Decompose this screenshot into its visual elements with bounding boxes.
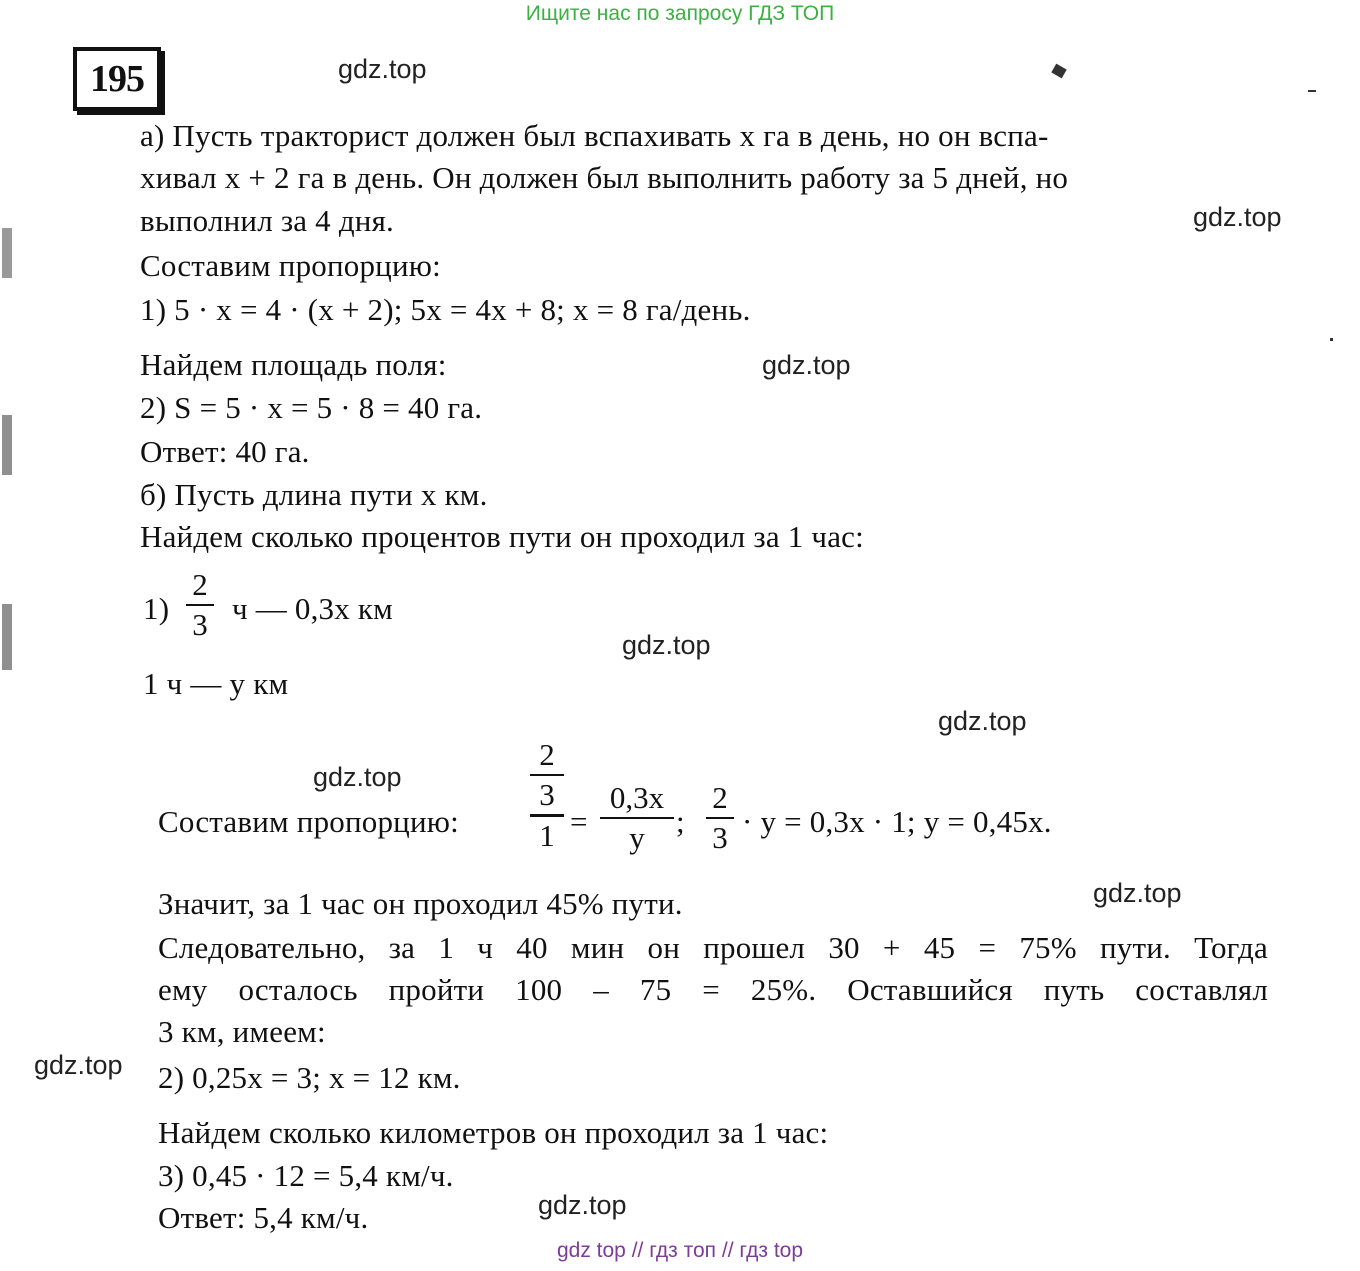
watermark: gdz.top [538,1190,627,1220]
bottom-banner: gdz top // гдз топ // гдз top [556,1239,804,1262]
watermark: gdz.top [338,54,427,84]
equation-line: 2) S = 5 · x = 5 · 8 = 40 га. [140,390,483,425]
separator: ; [676,804,685,839]
fraction-denominator: 3 [192,607,208,642]
fraction-03x-over-y [600,781,674,855]
text-line: Найдем сколько процентов пути он проходил за 1 час: [140,519,864,554]
equation-line: 1) 5 · x = 4 · (x + 2); 5x = 4x + 8; x = 8 га/день. [140,292,751,327]
equation-line: · y = 0,3x · 1; y = 0,45x. [742,804,1052,839]
fraction-bar [530,774,564,776]
watermark: gdz.top [622,630,711,660]
fraction-bar [186,604,214,606]
watermark: gdz.top [1193,202,1282,232]
answer-line: Ответ: 5,4 км/ч. [158,1200,369,1235]
fraction-denominator: 3 [539,777,555,812]
fraction-bar [600,817,674,819]
fraction-bar [706,817,734,819]
text-line: 3 км, имеем: [158,1014,326,1049]
fraction-denominator: 1 [539,818,555,853]
fraction-denominator: y [629,820,645,855]
scan-speck [2,604,12,670]
text-line: хивал x + 2 га в день. Он должен был выполнить работу за 5 дней, но [140,160,1069,195]
fraction-numerator: 2 [539,737,555,772]
text-line: Следовательно, за 1 ч 40 мин он прошел 30 + 45 = 75% пути. Тогда [158,930,1268,965]
text-line: Значит, за 1 час он проходил 45% пути. [158,886,683,921]
fraction-two-thirds [706,781,734,855]
text-line: ему осталось пройти 100 – 75 = 25%. Оставшийся путь составлял [158,972,1268,1007]
top-banner: Ищите нас по запросу ГДЗ ТОП [525,2,835,25]
fraction-numerator: 2 [712,780,728,815]
text-line: выполнил за 4 дня. [140,203,394,238]
watermark: gdz.top [313,762,402,792]
equation-line: 2) 0,25x = 3; x = 12 км. [158,1060,461,1095]
text-line: Найдем сколько километров он проходил за 1 час: [158,1115,829,1150]
scan-speck [1330,338,1333,341]
equals-sign: = [570,804,588,839]
watermark: gdz.top [34,1050,123,1080]
compound-fraction [530,738,564,853]
scan-speck [2,415,12,475]
equation-line: ч — 0,3x км [232,591,393,626]
scan-speck [2,228,12,278]
fraction-denominator: 3 [712,820,728,855]
step-number: 1) [143,591,170,626]
scan-speck [1308,90,1316,92]
watermark: gdz.top [938,706,1027,736]
text-line: а) Пусть тракторист должен был вспахивать x га в день, но он вспа- [140,118,1049,153]
scan-speck [1051,64,1066,79]
watermark: gdz.top [1093,878,1182,908]
fraction-numerator: 2 [192,567,208,602]
problem-number: 195 [73,47,161,111]
watermark: gdz.top [762,350,851,380]
main-fraction-bar [530,814,564,817]
text-line: Найдем площадь поля: [140,347,447,382]
text-line: Составим пропорцию: [158,804,459,839]
text-line: Составим пропорцию: [140,248,441,283]
equation-line: 1 ч — y км [143,666,289,701]
answer-line: Ответ: 40 га. [140,434,310,469]
fraction-numerator: 0,3x [609,780,665,815]
fraction-two-thirds [186,568,214,642]
text-line: б) Пусть длина пути x км. [140,477,488,512]
equation-line: 3) 0,45 · 12 = 5,4 км/ч. [158,1158,454,1193]
